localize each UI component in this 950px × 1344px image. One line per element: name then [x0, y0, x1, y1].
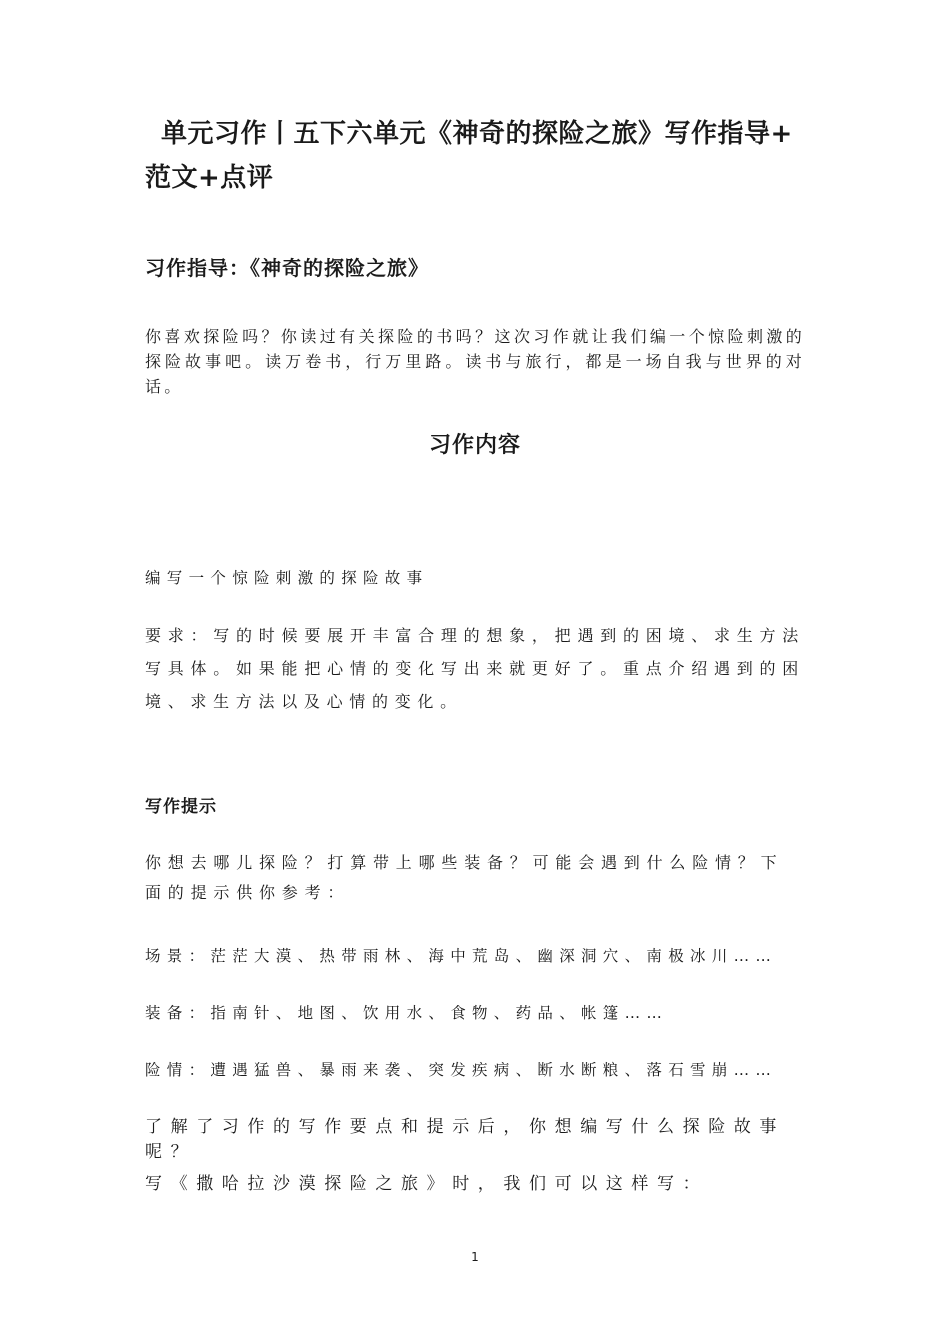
tips-intro: 你想去哪儿探险？打算带上哪些装备？可能会遇到什么险情？下面的提示供你参考： [145, 853, 784, 902]
requirement-paragraph: 要求：写的时候要展开丰富合理的想象，把遇到的困境、求生方法写具体。如果能把心情的变化写出来就更好了。重点介绍遇到的困境、求生方法以及心情的变化。 [145, 626, 805, 711]
title-line-2: 范文+点评 [145, 163, 274, 193]
scene-list: 场景：茫茫大漠、热带雨林、海中荒岛、幽深洞穴、南极冰川…… [145, 947, 778, 965]
intro-paragraph: 你喜欢探险吗？你读过有关探险的书吗？这次习作就让我们编一个惊险刺激的探险故事吧。读万卷书，行万里路。读书与旅行，都是一场自我与世界的对话。 [145, 327, 805, 396]
page-number: 1 [471, 1250, 479, 1264]
equipment-list: 装备：指南针、地图、饮用水、食物、药品、帐篷…… [145, 1004, 669, 1022]
guide-heading: 习作指导：《神奇的探险之旅》 [145, 256, 429, 280]
tips-heading: 写作提示 [145, 797, 217, 817]
document-title [145, 112, 805, 200]
example-intro: 写《撒哈拉沙漠探险之旅》时，我们可以这样写： [145, 1174, 709, 1194]
danger-list: 险情：遭遇猛兽、暴雨来袭、突发疾病、断水断粮、落石雪崩…… [145, 1061, 778, 1079]
question-text: 了解了习作的写作要点和提示后，你想编写什么探险故事呢？ [145, 1117, 785, 1162]
content-heading: 习作内容 [428, 433, 521, 458]
task-text: 编写一个惊险刺激的探险故事 [145, 569, 429, 587]
title-line-1: 单元习作丨五下六单元《神奇的探险之旅》写作指导+ [161, 119, 793, 149]
